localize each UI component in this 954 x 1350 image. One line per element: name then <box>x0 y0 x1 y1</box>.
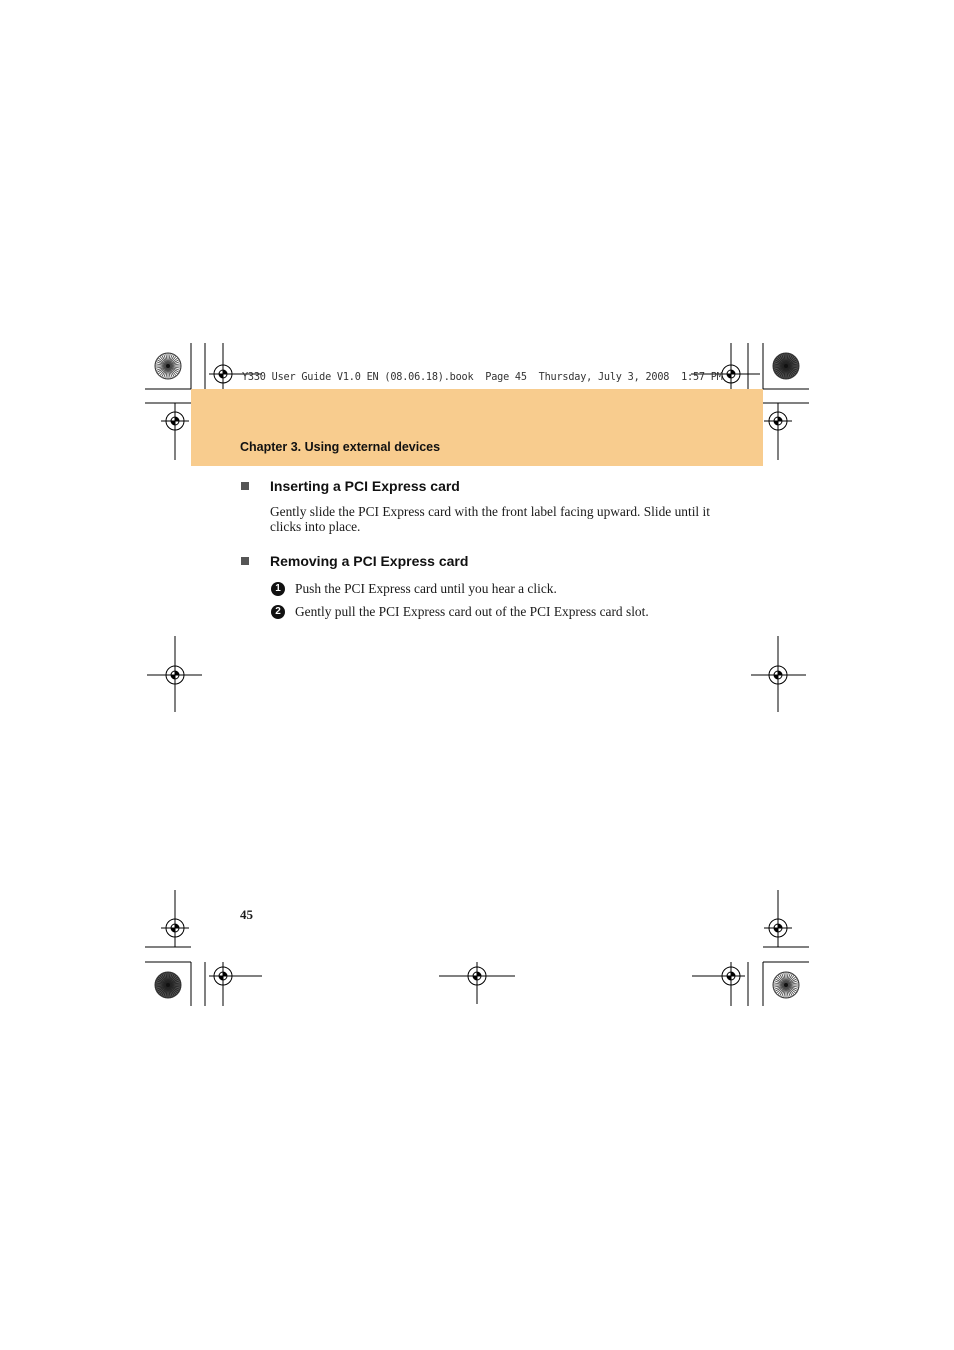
section-heading-removing: Removing a PCI Express card <box>270 553 469 569</box>
color-bar-wheel-icon <box>155 972 181 998</box>
color-bar-wheel-icon <box>773 972 799 998</box>
step-number-icon: 1 <box>271 582 285 596</box>
section-heading-inserting: Inserting a PCI Express card <box>270 478 460 494</box>
square-bullet-icon <box>241 557 249 565</box>
chapter-header-band <box>191 389 763 466</box>
step-text: Gently pull the PCI Express card out of the PCI Express card slot. <box>295 604 649 619</box>
section-body-inserting: Gently slide the PCI Express card with the front label facing upward. Slide until it clicks into place. <box>270 504 710 534</box>
color-bar-wheel-icon <box>155 353 181 379</box>
color-bar-wheel-icon <box>773 353 799 379</box>
step-number-icon: 2 <box>271 605 285 619</box>
chapter-title: Chapter 3. Using external devices <box>240 440 441 454</box>
step-text: Push the PCI Express card until you hear a click. <box>295 581 557 596</box>
page-number: 45 <box>240 907 253 922</box>
print-info-line: Y330 User Guide V1.0 EN (08.06.18).book Page 45 Thursday, July 3, 2008 1:57 PM <box>242 372 723 383</box>
square-bullet-icon <box>241 482 249 490</box>
